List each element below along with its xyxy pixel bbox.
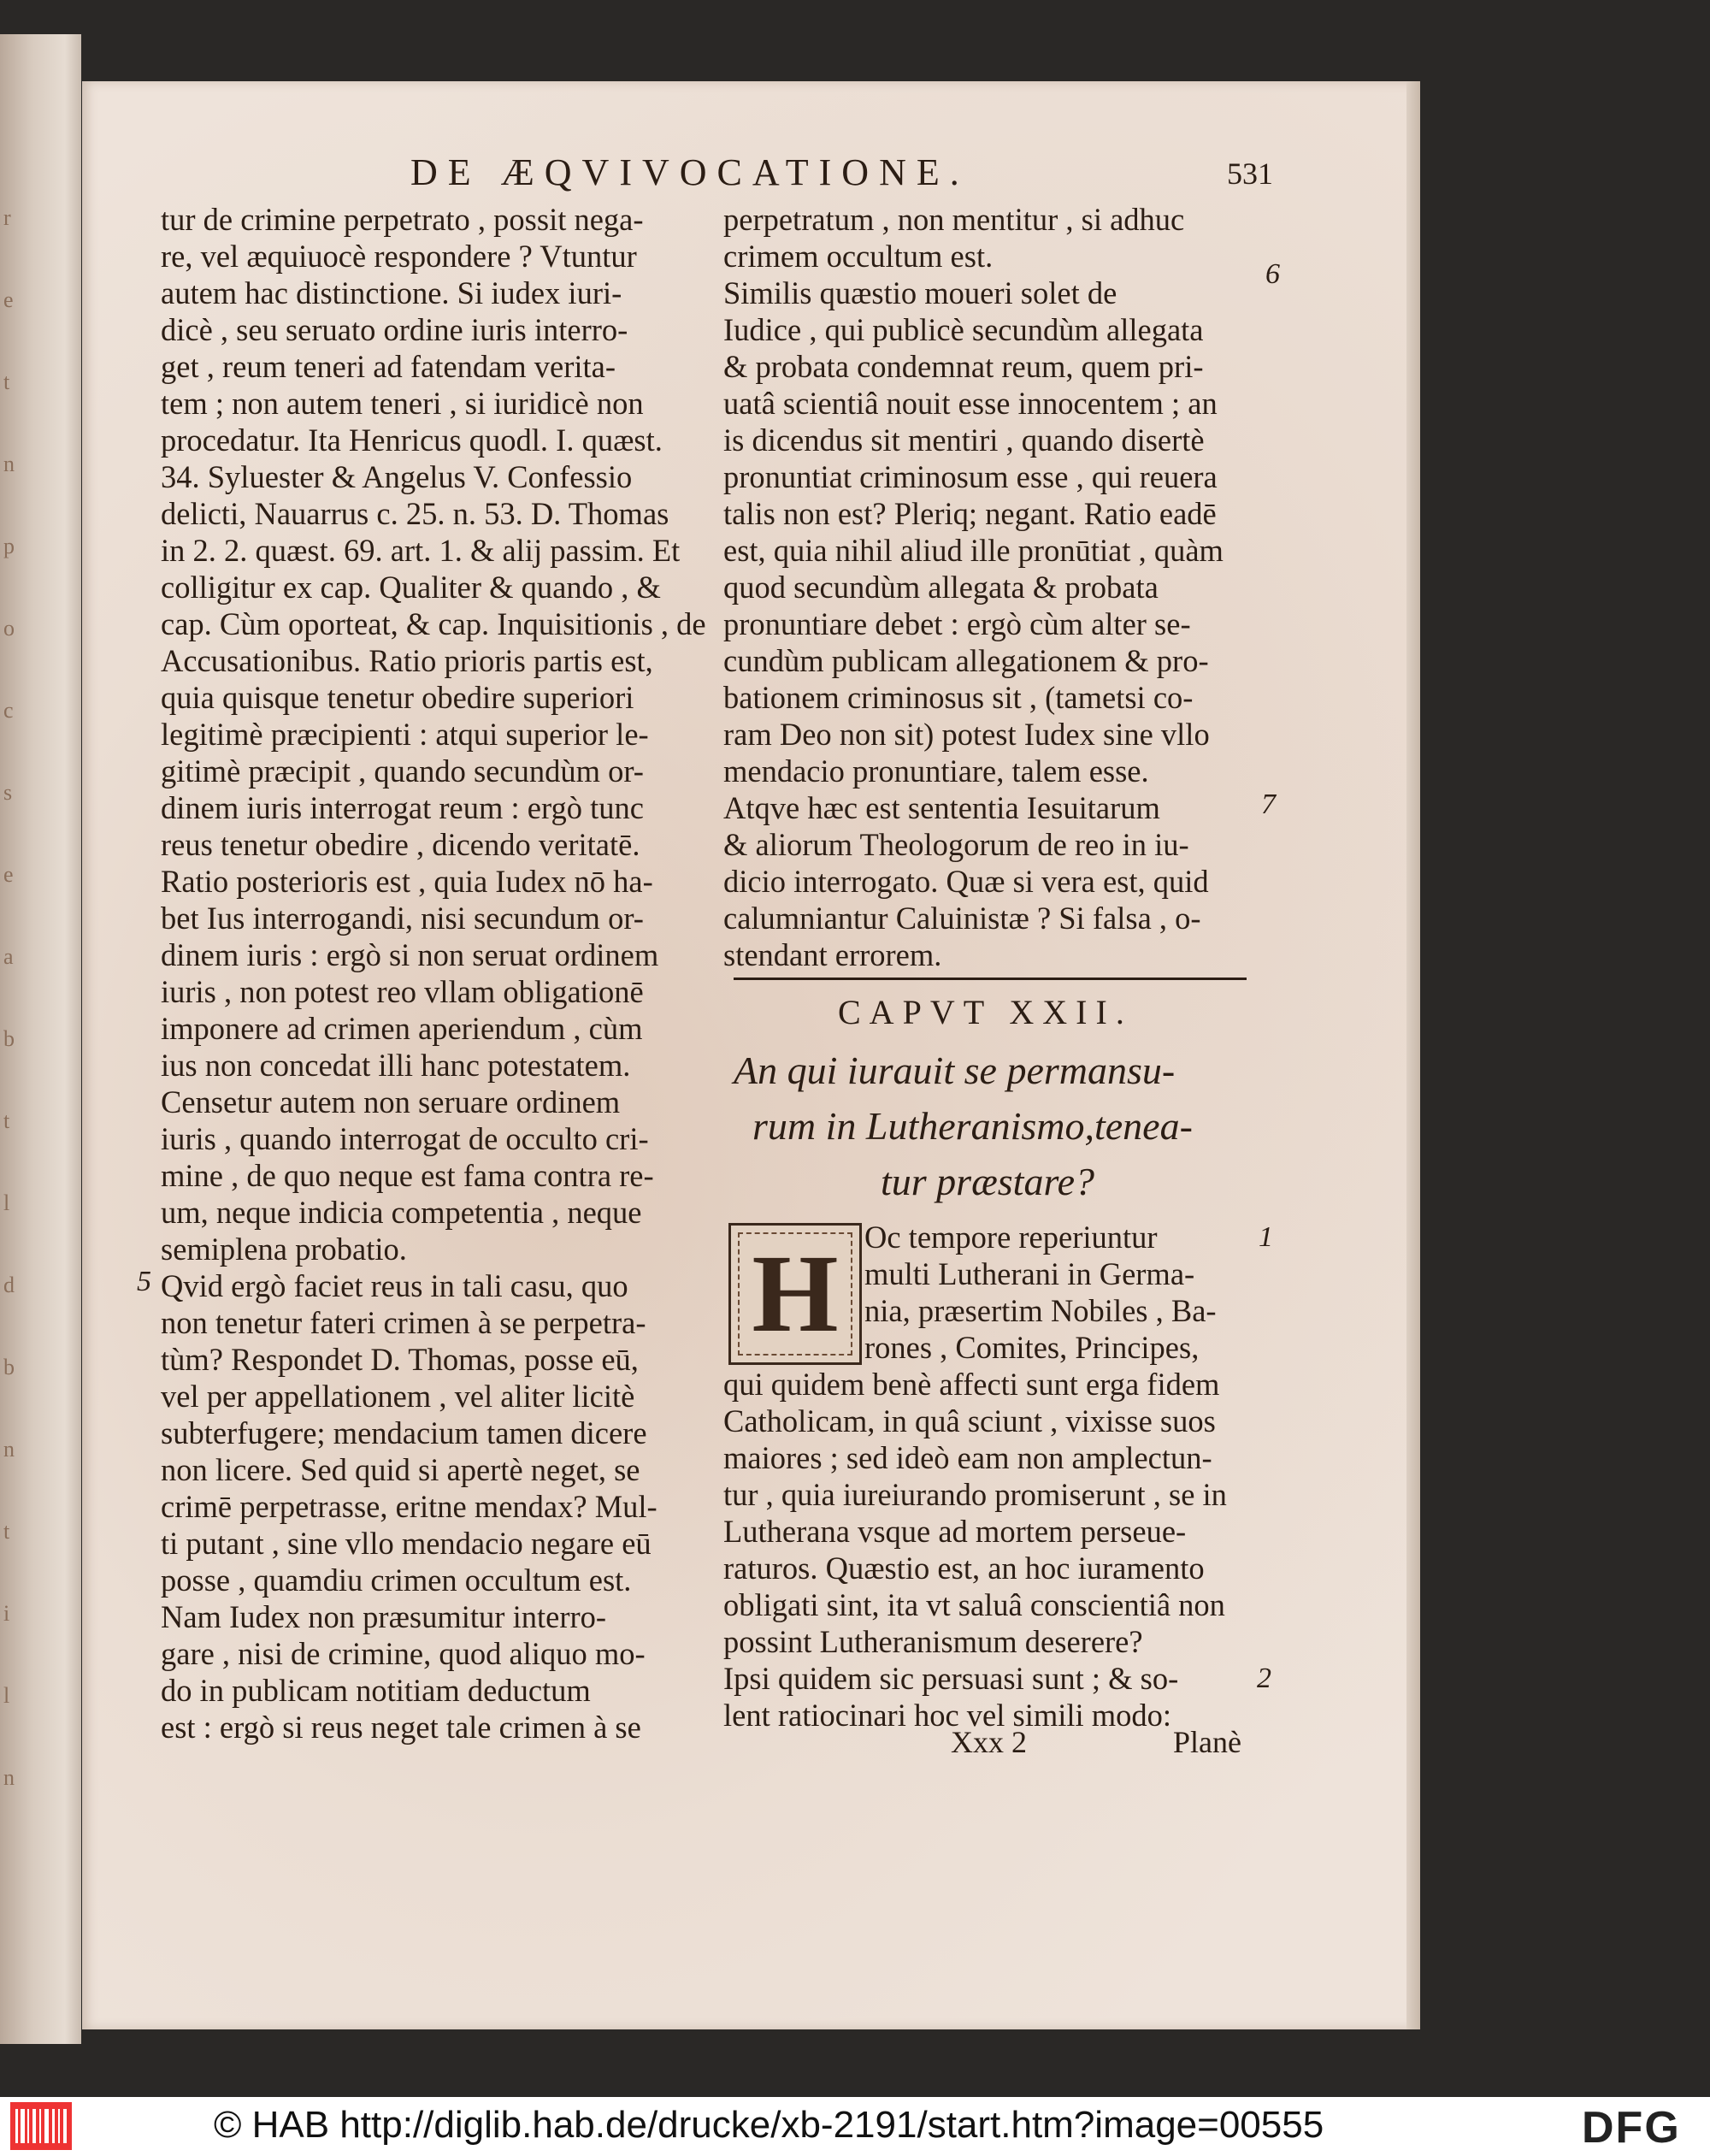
text-line: Catholicam, in quâ sciunt , vixisse suos	[723, 1403, 1216, 1438]
text-line: est, quia nihil aliud ille pronūtiat , quàm	[723, 533, 1224, 568]
text-line: quod secundùm allegata & probata	[723, 570, 1159, 605]
facing-page-letter: b	[3, 1355, 15, 1379]
text-line: legitimè præcipienti : atqui superior le-	[161, 717, 649, 752]
facing-page-edge	[0, 34, 81, 2044]
text-line: multi Lutherani in Germa-	[864, 1256, 1195, 1291]
text-line: calumniantur Caluinistæ ? Si falsa , o-	[723, 901, 1201, 936]
facing-page-letter: l	[3, 1190, 10, 1215]
margin-number-1: 1	[1259, 1221, 1273, 1253]
chapter-subtitle-line: tur præstare?	[881, 1160, 1095, 1203]
text-line: talis non est? Pleriq; negant. Ratio eadē	[723, 496, 1217, 531]
text-line: get , reum teneri ad fatendam verita-	[161, 349, 616, 384]
facing-page-letter: e	[3, 862, 14, 887]
text-line: in 2. 2. quæst. 69. art. 1. & alij passim. Et	[161, 533, 681, 568]
facing-page-letter: p	[3, 534, 15, 558]
page-number: 531	[1227, 157, 1273, 191]
text-line: Similis quæstio moueri solet de	[723, 275, 1117, 310]
text-line: dinem iuris interrogat reum : ergò tunc	[161, 790, 644, 825]
text-line: quia quisque tenetur obedire superiori	[161, 680, 634, 715]
facing-page-letter: a	[3, 944, 14, 969]
text-line: cap. Cùm oporteat, & cap. Inquisitionis , de	[161, 606, 706, 641]
text-line: tem ; non autem teneri , si iuridicè non	[161, 386, 644, 421]
text-line: stendant errorem.	[723, 937, 942, 972]
text-line: is dicendus sit mentiri , quando disertè	[723, 422, 1205, 458]
text-line: crimē perpetrasse, eritne mendax? Mul-	[161, 1489, 657, 1524]
margin-number-2: 2	[1257, 1663, 1271, 1694]
text-line: procedatur. Ita Henricus quodl. I. quæst.	[161, 422, 663, 458]
text-line: autem hac distinctione. Si iudex iuri-	[161, 275, 622, 310]
facing-page-letter: e	[3, 287, 14, 312]
signature-mark: Xxx 2	[951, 1725, 1027, 1759]
text-line: est : ergò si reus neget tale crimen à se	[161, 1710, 641, 1745]
text-line: colligitur ex cap. Qualiter & quando , &	[161, 570, 661, 605]
initial-letter: H	[752, 1232, 839, 1356]
text-line: Qvid ergò faciet reus in tali casu, quo	[161, 1268, 628, 1303]
chapter-title: CAPVT XXII.	[838, 993, 1133, 1031]
text-line: bationem criminosus sit , (tametsi co-	[723, 680, 1194, 715]
page-edge	[1406, 81, 1420, 2029]
text-line: delicti, Nauarrus c. 25. n. 53. D. Thomas	[161, 496, 669, 531]
text-line: perpetratum , non mentitur , si adhuc	[723, 202, 1185, 237]
catchword: Planè	[1173, 1725, 1241, 1759]
text-line: Atqve hæc est sententia Iesuitarum	[723, 790, 1160, 825]
text-line: possint Lutheranismum deserere?	[723, 1624, 1143, 1659]
text-line: um, neque indicia competentia , neque	[161, 1195, 642, 1230]
text-line: gitimè præcipit , quando secundùm or-	[161, 753, 644, 789]
left-column	[161, 201, 706, 1745]
facing-page-letter: o	[3, 616, 15, 641]
text-line: maiores ; sed ideò eam non amplectun-	[723, 1440, 1212, 1475]
text-line: uatâ scientiâ nouit esse innocentem ; an	[723, 386, 1218, 421]
text-line: Ratio posterioris est , quia Iudex nō ha-	[161, 864, 653, 899]
text-line: imponere ad crimen aperiendum , cùm	[161, 1011, 643, 1046]
facing-page-letter: i	[3, 1601, 10, 1626]
margin-number-5: 5	[137, 1266, 151, 1297]
margin-number-6: 6	[1265, 258, 1280, 290]
text-line: subterfugere; mendacium tamen dicere	[161, 1415, 647, 1450]
barcode-icon	[10, 2102, 72, 2150]
text-line: crimem occultum est.	[723, 239, 994, 274]
text-line: ius non concedat illi hanc potestatem.	[161, 1048, 631, 1083]
chapter-subtitle-line: An qui iurauit se permansu-	[734, 1048, 1176, 1092]
facing-page-letter: b	[3, 1026, 15, 1051]
text-line: do in publicam notitiam deductum	[161, 1673, 591, 1708]
facing-page-letter: r	[3, 205, 11, 230]
chapter-subtitle-line: rum in Lutheranismo,tenea-	[752, 1104, 1193, 1148]
text-line: pronuntiat criminosum esse , qui reuera	[723, 459, 1218, 494]
text-line: Oc tempore reperiuntur	[864, 1220, 1158, 1255]
facing-page-letter: n	[3, 1765, 15, 1790]
text-line: iuris , non potest reo vllam obligationē	[161, 974, 644, 1009]
credit-link[interactable]: © HAB http://diglib.hab.de/drucke/xb-2191/start.htm?image=00555	[214, 2104, 1324, 2146]
text-line: qui quidem benè affecti sunt erga fidem	[723, 1367, 1220, 1402]
right-column-top	[723, 201, 1262, 973]
text-line: dinem iuris : ergò si non seruat ordinem	[161, 937, 659, 972]
facing-page-letter: t	[3, 1519, 10, 1544]
facing-page-letter: l	[3, 1683, 10, 1708]
text-line: posse , quamdiu crimen occultum est.	[161, 1562, 632, 1598]
text-line: Censetur autem non seruare ordinem	[161, 1084, 621, 1119]
margin-number-7: 7	[1261, 789, 1276, 820]
text-line: Iudice , qui publicè secundùm allegata	[723, 312, 1204, 347]
text-line: mendacio pronuntiare, talem esse.	[723, 753, 1149, 789]
text-line: tur de crimine perpetrato , possit nega-	[161, 202, 644, 237]
facing-page-letter: t	[3, 369, 10, 394]
credit-bar	[0, 2097, 1710, 2156]
text-line: 34. Syluester & Angelus V. Confessio	[161, 459, 633, 494]
text-line: gare , nisi de crimine, quod aliquo mo-	[161, 1636, 646, 1671]
text-line: lent ratiocinari hoc vel simili modo:	[723, 1698, 1172, 1733]
text-line: mine , de quo neque est fama contra re-	[161, 1158, 654, 1193]
facing-page-letter: n	[3, 1437, 15, 1462]
text-line: bet Ius interrogandi, nisi secundum or-	[161, 901, 644, 936]
text-line: ti putant , sine vllo mendacio negare eū	[161, 1526, 652, 1561]
running-title: DE ÆQVIVOCATIONE.	[410, 151, 970, 193]
text-line: raturos. Quæstio est, an hoc iuramento	[723, 1551, 1205, 1586]
facing-page-letter: t	[3, 1108, 10, 1133]
dfg-logo: DFG	[1582, 2103, 1681, 2153]
text-line: non tenetur fateri crimen à se perpetra-	[161, 1305, 646, 1340]
text-line: non licere. Sed quid si apertè neget, se	[161, 1452, 640, 1487]
text-line: obligati sint, ita vt saluâ conscientiâ non	[723, 1587, 1225, 1622]
facing-page-letter: s	[3, 780, 13, 805]
facing-page-letter: d	[3, 1273, 15, 1297]
text-line: vel per appellationem , vel aliter licitè	[161, 1379, 635, 1414]
text-line: nia, præsertim Nobiles , Ba-	[864, 1293, 1217, 1328]
text-line: Ipsi quidem sic persuasi sunt ; & so-	[723, 1661, 1179, 1696]
text-line: rones , Comites, Principes,	[864, 1330, 1200, 1365]
text-line: & aliorum Theologorum de reo in iu-	[723, 827, 1189, 862]
section-rule	[734, 978, 1247, 980]
text-line: iuris , quando interrogat de occulto cri-	[161, 1121, 649, 1156]
text-line: reus tenetur obedire , dicendo veritatē.	[161, 827, 640, 862]
right-column-bottom	[723, 1219, 1262, 1734]
text-line: Nam Iudex non præsumitur interro-	[161, 1599, 607, 1634]
text-line: Lutherana vsque ad mortem perseue-	[723, 1514, 1187, 1549]
text-line: cundùm publicam allegationem & pro-	[723, 643, 1209, 678]
text-line: semiplena probatio.	[161, 1232, 407, 1267]
text-line: pronuntiare debet : ergò cùm alter se-	[723, 606, 1191, 641]
facing-page-letter: n	[3, 452, 15, 476]
text-line: Accusationibus. Ratio prioris partis est,	[161, 643, 653, 678]
text-line: tur , quia iureiurando promiserunt , se in	[723, 1477, 1227, 1512]
text-line: dicè , seu seruato ordine iuris interro-	[161, 312, 628, 347]
facing-page-letter: c	[3, 698, 14, 723]
text-line: tùm? Respondet D. Thomas, posse eū,	[161, 1342, 639, 1377]
text-line: ram Deo non sit) potest Iudex sine vllo	[723, 717, 1210, 752]
text-line: re, vel æquiuocè respondere ? Vtuntur	[161, 239, 637, 274]
text-line: dicio interrogato. Quæ si vera est, quid	[723, 864, 1209, 899]
text-line: & probata condemnat reum, quem pri-	[723, 349, 1204, 384]
